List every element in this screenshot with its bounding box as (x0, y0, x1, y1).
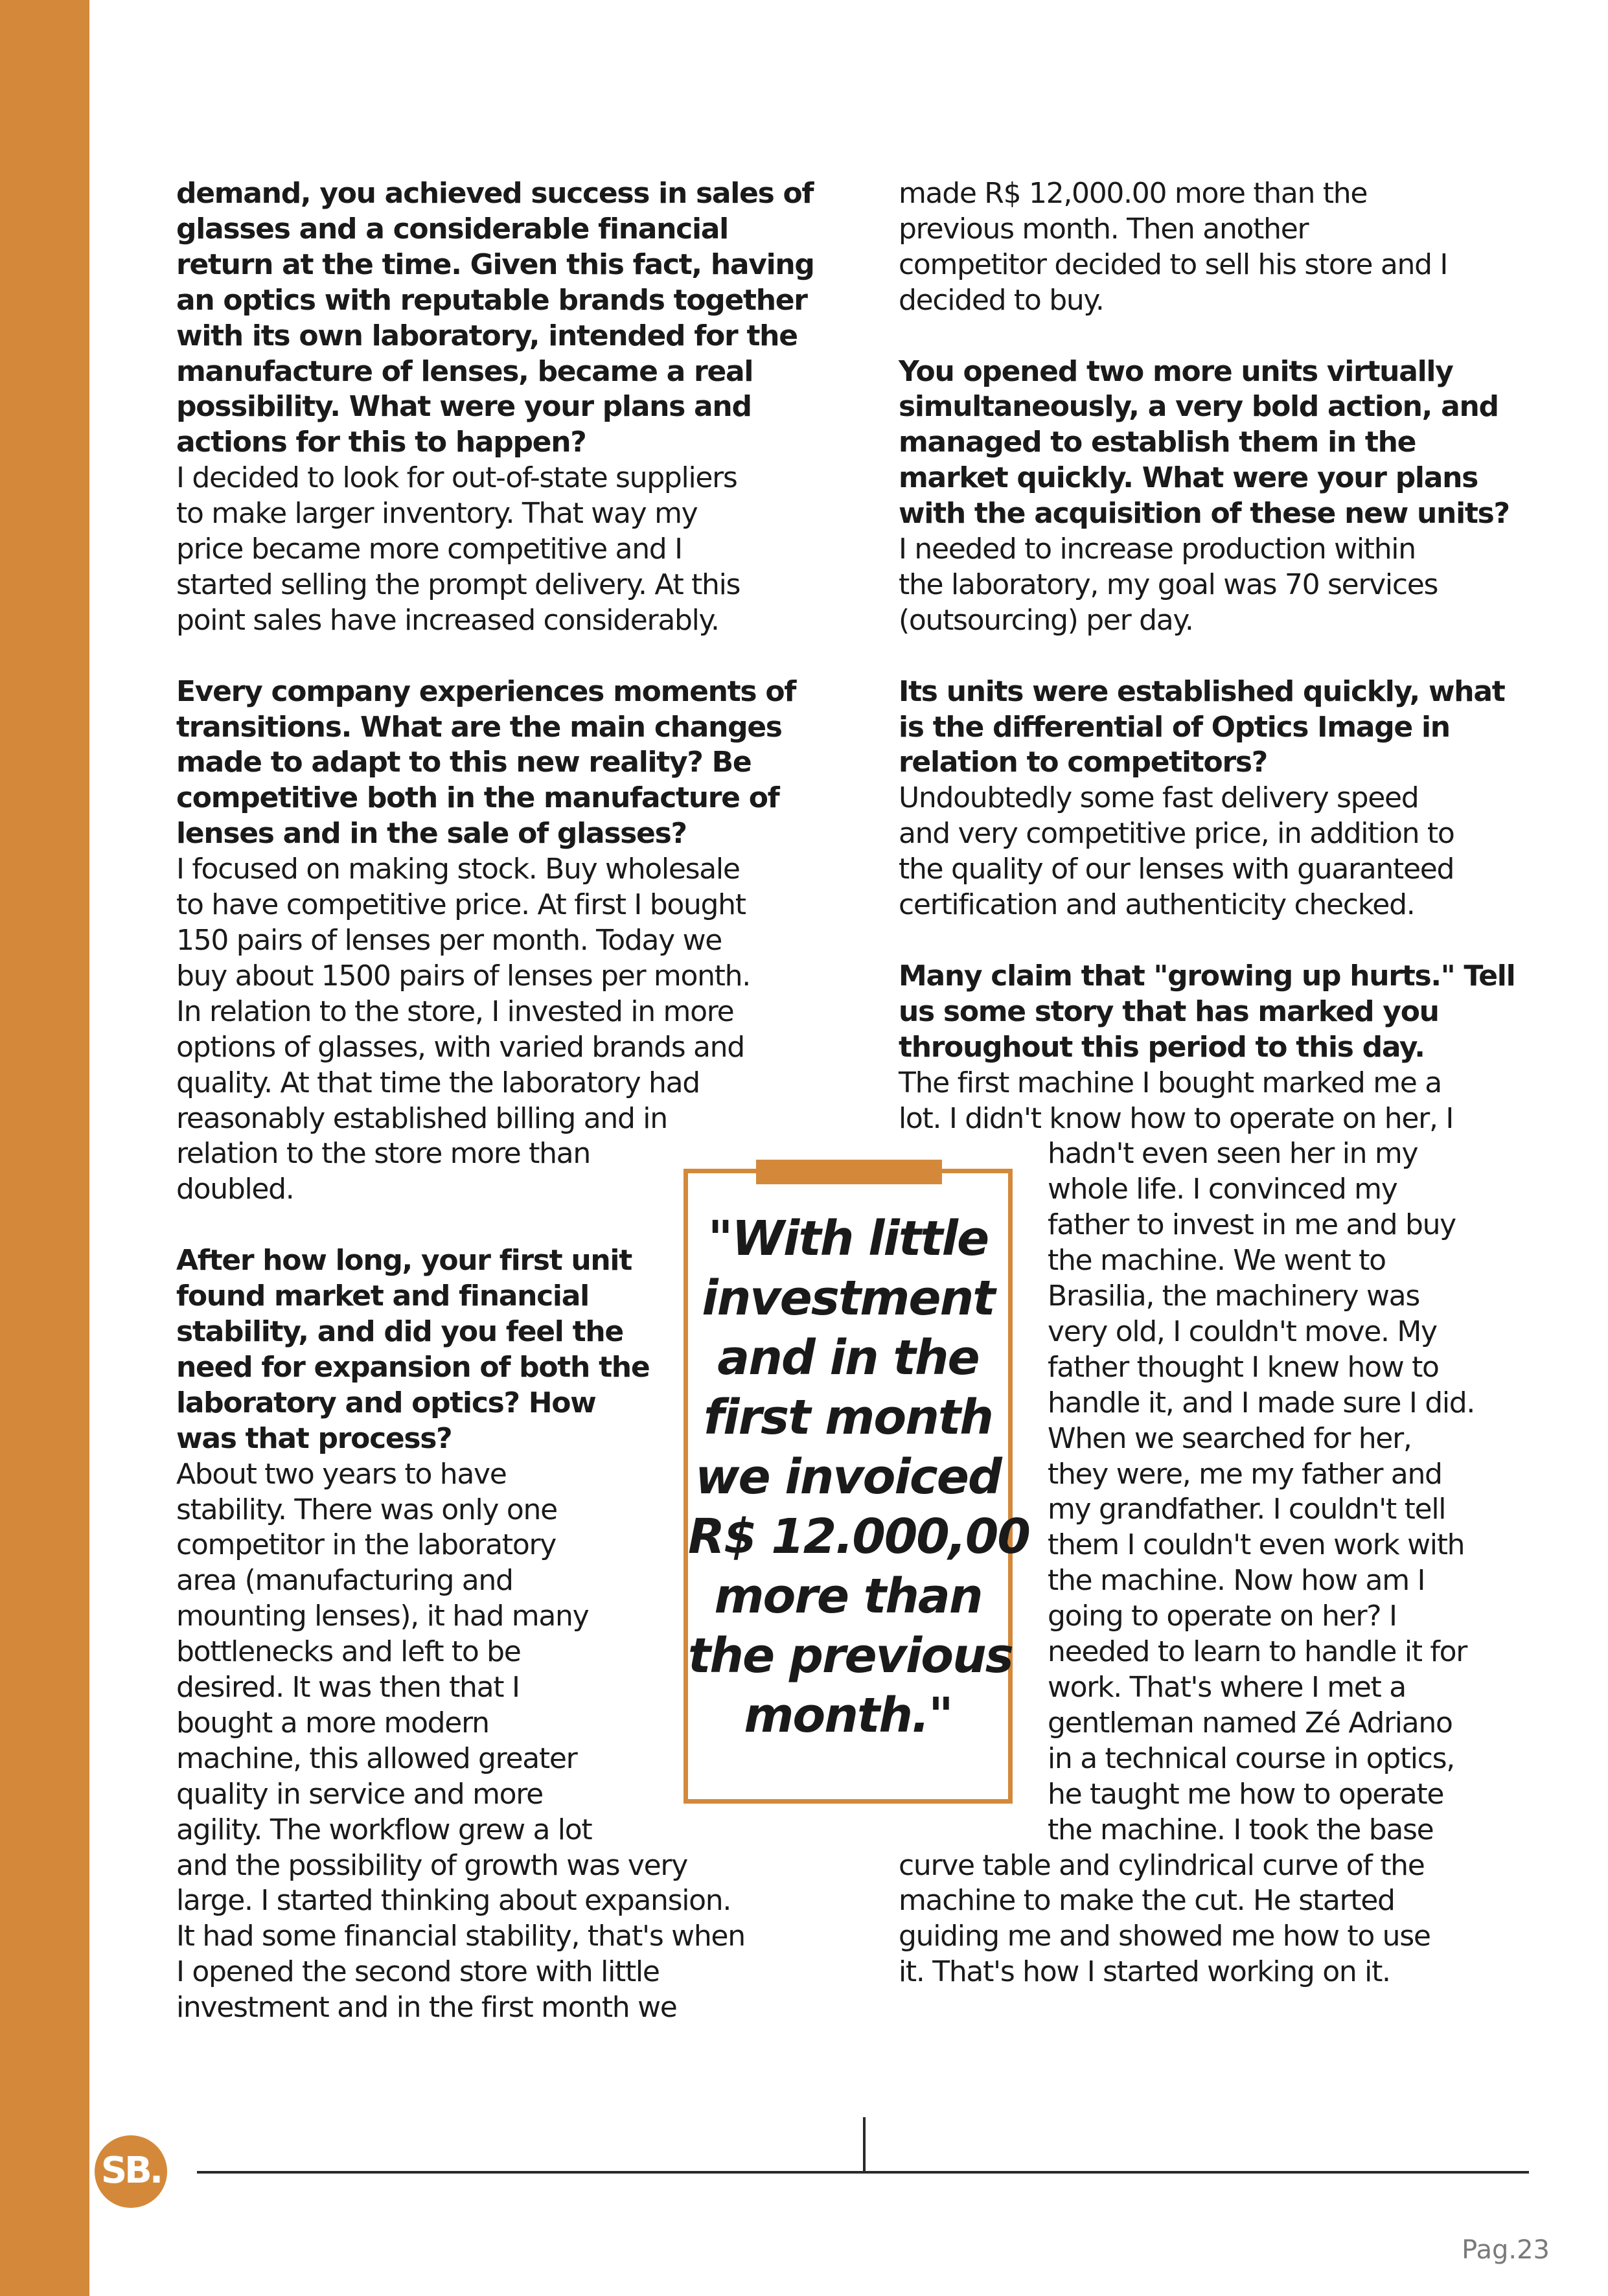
left-answer-line: I decided to look for out-of-state suppliers (176, 461, 737, 495)
right-answer-line: and very competitive price, in addition to (899, 817, 1454, 851)
left-question-line: Every company experiences moments of (176, 674, 796, 708)
left-answer-line: to have competitive price. At first I bought (176, 888, 746, 922)
right-answer-line: curve table and cylindrical curve of the (899, 1848, 1425, 1882)
left-question-line: need for expansion of both the (176, 1350, 650, 1384)
left-answer-line: About two years to have (176, 1457, 507, 1491)
left-answer-line: and the possibility of growth was very (176, 1848, 687, 1882)
right-answer-line: handle it, and I made sure I did. (1048, 1386, 1475, 1419)
right-answer-line: When we searched for her, (1048, 1421, 1412, 1455)
right-answer-line: the machine. We went to (1048, 1244, 1386, 1278)
right-answer-line: very old, I couldn't move. My (1048, 1314, 1437, 1348)
right-answer-line: lot. I didn't know how to operate on her, I (899, 1101, 1454, 1135)
left-answer-line: I opened the second store with little (176, 1955, 660, 1989)
right-answer-line: it. That's how I started working on it. (899, 1955, 1390, 1989)
left-answer-line: agility. The workflow grew a lot (176, 1813, 592, 1846)
right-answer-line: they were, me my father and (1048, 1457, 1442, 1491)
right-answer-line: made R$ 12,000.00 more than the (899, 177, 1368, 210)
left-answer-line: desired. It was then that I (176, 1671, 520, 1705)
left-answer-line: options of glasses, with varied brands and (176, 1030, 744, 1064)
left-question-line: possibility. What were your plans and (176, 390, 752, 424)
left-answer-line: bought a more modern (176, 1706, 489, 1739)
right-answer-line: the machine. I took the base (1048, 1813, 1434, 1846)
left-answer-line: stability. There was only one (176, 1493, 557, 1526)
left-question-line: manufacture of lenses, became a real (176, 354, 753, 388)
right-answer-line: going to operate on her? I (1048, 1600, 1397, 1633)
right-answer-line: I needed to increase production within (899, 533, 1416, 566)
left-question-line: found market and financial (176, 1280, 589, 1313)
left-answer-line: buy about 1500 pairs of lenses per month. (176, 959, 750, 993)
left-question-line: lenses and in the sale of glasses? (176, 817, 687, 851)
left-question-line: glasses and a considerable financial (176, 212, 728, 246)
right-question-line: Its units were established quickly, what (899, 674, 1505, 708)
right-answer-line: in a technical course in optics, (1048, 1741, 1454, 1775)
left-answer-line: In relation to the store, I invested in more (176, 994, 734, 1028)
left-answer-line: relation to the store more than (176, 1137, 590, 1171)
right-question-line: Many claim that "growing up hurts." Tell (899, 959, 1515, 993)
right-answer-line: my grandfather. I couldn't tell (1048, 1493, 1446, 1526)
right-question-line: managed to establish them in the (899, 426, 1416, 459)
left-question-line: was that process? (176, 1421, 452, 1455)
right-answer-line: father thought I knew how to (1048, 1350, 1439, 1384)
left-answer-line: investment and in the first month we (176, 1991, 677, 2025)
right-answer-line: the machine. Now how am I (1048, 1564, 1425, 1598)
left-answer-line: quality. At that time the laboratory had (176, 1066, 700, 1099)
paragraph-gap (176, 639, 814, 674)
right-answer-line: father to invest in me and buy (1048, 1208, 1456, 1242)
left-answer-line: mounting lenses), it had many (176, 1600, 589, 1633)
left-answer-line: It had some financial stability, that's when (176, 1920, 745, 1953)
right-answer-line: The first machine I bought marked me a (899, 1066, 1441, 1099)
right-answer-line: he taught me how to operate (1048, 1777, 1444, 1811)
right-question-line: market quickly. What were your plans (899, 461, 1478, 495)
left-question-line: After how long, your first unit (176, 1244, 632, 1278)
right-answer-line: machine to make the cut. He started (899, 1884, 1395, 1918)
paragraph-gap (899, 639, 1515, 674)
left-question-line: transitions. What are the main changes (176, 710, 782, 744)
left-answer-line: area (manufacturing and (176, 1564, 513, 1598)
right-answer-line: needed to learn to handle it for (1048, 1635, 1467, 1669)
left-answer-line: large. I started thinking about expansion. (176, 1884, 731, 1918)
right-answer-line: certification and authenticity checked. (899, 888, 1415, 922)
accent-sidebar (0, 0, 89, 2296)
left-answer-line: reasonably established billing and in (176, 1101, 667, 1135)
right-answer-line: guiding me and showed me how to use (899, 1920, 1430, 1953)
pull-quote-text: "With little investment and in the first month we invoiced R$ 12.000,00 more than the previous month." (688, 1211, 1029, 1743)
left-answer-line: doubled. (176, 1173, 294, 1206)
left-question-line: made to adapt to this new reality? Be (176, 746, 752, 779)
right-answer-line: whole life. I convinced my (1048, 1173, 1397, 1206)
right-answer-line: the quality of our lenses with guaranteed (899, 853, 1454, 886)
left-answer-line: bottlenecks and left to be (176, 1635, 521, 1669)
footer-divider-tick (863, 2117, 866, 2171)
right-answer-line: decided to buy. (899, 283, 1104, 317)
right-answer-line: Brasilia, the machinery was (1048, 1280, 1419, 1313)
left-question-line: stability, and did you feel the (176, 1314, 623, 1348)
right-question-line: throughout this period to this day. (899, 1030, 1425, 1064)
left-question-line: competitive both in the manufacture of (176, 781, 779, 815)
right-question-line: with the acquisition of these new units? (899, 497, 1510, 531)
right-answer-line: gentleman named Zé Adriano (1048, 1706, 1453, 1739)
left-question-line: an optics with reputable brands together (176, 283, 807, 317)
right-answer-line: the laboratory, my goal was 70 services (899, 568, 1438, 601)
right-question-line: is the differential of Optics Image in (899, 710, 1450, 744)
right-question-line: simultaneously, a very bold action, and (899, 390, 1499, 424)
logo-text: SB. (100, 2150, 161, 2192)
left-answer-line: I focused on making stock. Buy wholesale (176, 853, 740, 886)
left-question-line: return at the time. Given this fact, having (176, 247, 814, 281)
paragraph-gap (899, 923, 1515, 959)
left-question-line: demand, you achieved success in sales of (176, 177, 814, 210)
page-number: Pag.23 (1462, 2235, 1550, 2265)
right-question-line: relation to competitors? (899, 746, 1267, 779)
left-question-line: actions for this to happen? (176, 426, 586, 459)
left-answer-line: to make larger inventory. That way my (176, 497, 698, 531)
right-answer-line: work. That's where I met a (1048, 1671, 1406, 1705)
right-answer-line: hadn't even seen her in my (1048, 1137, 1418, 1171)
right-question-line: us some story that has marked you (899, 994, 1439, 1028)
left-answer-line: started selling the prompt delivery. At this (176, 568, 741, 601)
paragraph-gap (899, 319, 1515, 354)
right-answer-line: Undoubtedly some fast delivery speed (899, 781, 1419, 815)
footer-divider (197, 2171, 1529, 2174)
left-question-line: laboratory and optics? How (176, 1386, 596, 1419)
right-answer-line: (outsourcing) per day. (899, 603, 1193, 637)
right-question-line: You opened two more units virtually (899, 354, 1453, 388)
left-answer-line: price became more competitive and I (176, 533, 682, 566)
left-answer-line: 150 pairs of lenses per month. Today we (176, 924, 722, 958)
left-answer-line: competitor in the laboratory (176, 1528, 556, 1562)
left-question-line: with its own laboratory, intended for the (176, 319, 798, 352)
left-answer-line: machine, this allowed greater (176, 1741, 577, 1775)
right-answer-line: them I couldn't even work with (1048, 1528, 1465, 1562)
left-answer-line: quality in service and more (176, 1777, 543, 1811)
pull-quote-tab (756, 1160, 942, 1184)
right-answer-line: competitor decided to sell his store and I (899, 247, 1448, 281)
right-answer-line: previous month. Then another (899, 212, 1309, 246)
left-answer-line: point sales have increased considerably. (176, 603, 719, 637)
